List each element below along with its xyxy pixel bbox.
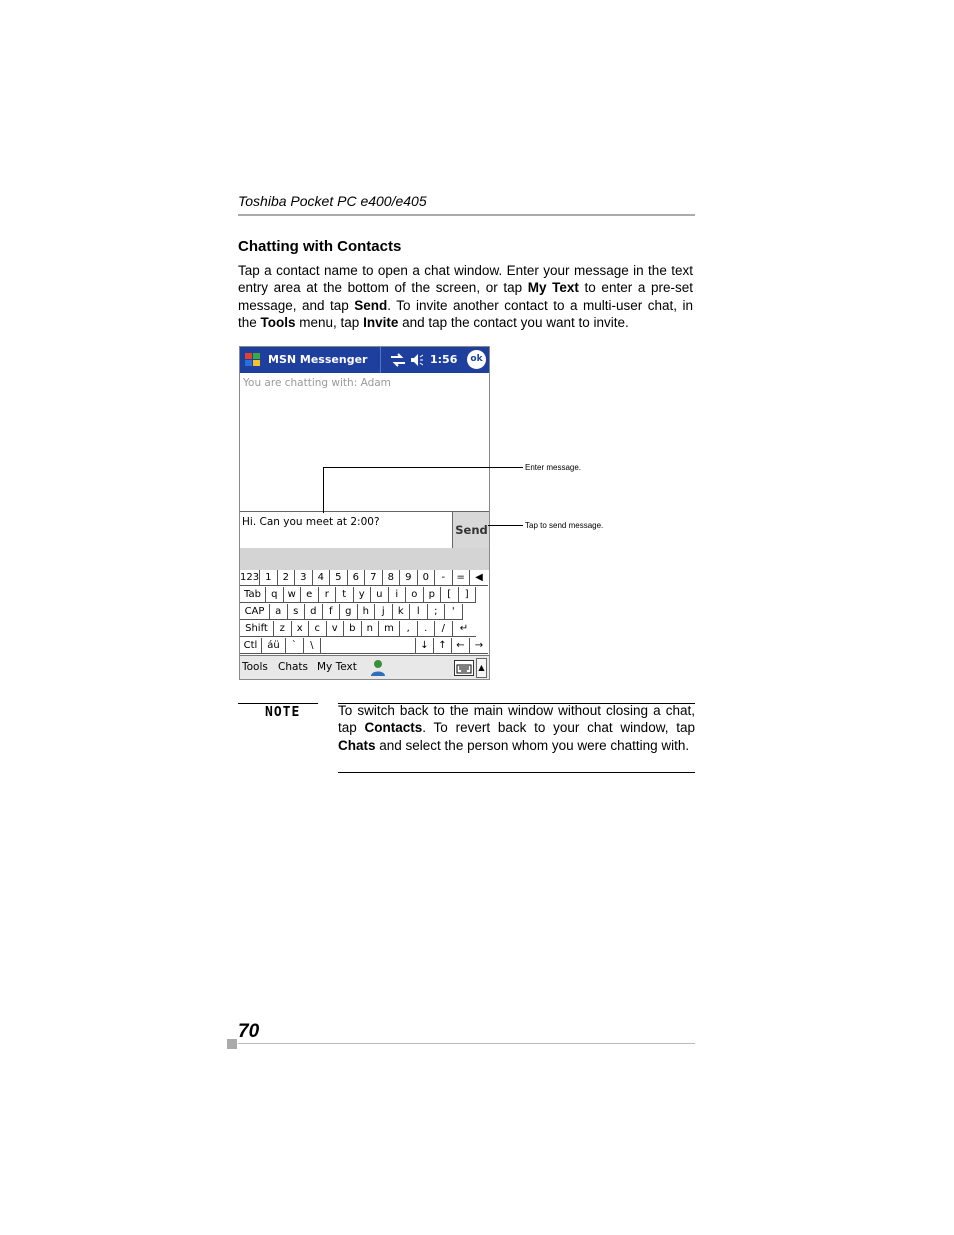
callout-send-message: Tap to send message. — [525, 521, 604, 530]
key[interactable]: s — [288, 604, 306, 620]
key[interactable]: g — [340, 604, 358, 620]
key[interactable]: ` — [286, 638, 304, 654]
key[interactable]: , — [400, 621, 418, 637]
key[interactable]: ↑ — [434, 638, 452, 654]
key[interactable]: a — [270, 604, 288, 620]
input-panel-icon[interactable] — [454, 660, 474, 676]
keyboard-row-1 — [240, 570, 488, 587]
key[interactable]: n — [362, 621, 380, 637]
page-number: 70 — [238, 1021, 260, 1042]
menu-my-text[interactable]: My Text — [317, 661, 357, 673]
key[interactable]: Tab — [240, 587, 266, 603]
chat-header: You are chatting with: Adam — [243, 377, 391, 389]
key[interactable]: b — [344, 621, 362, 637]
connectivity-icon[interactable] — [390, 353, 406, 367]
key[interactable]: 6 — [348, 570, 366, 586]
section-title: Chatting with Contacts — [238, 238, 402, 255]
status-band — [240, 548, 489, 570]
key[interactable]: 8 — [383, 570, 401, 586]
key[interactable]: l — [410, 604, 428, 620]
enter-key[interactable]: ↵ — [453, 621, 476, 637]
keyboard-row-3 — [240, 604, 463, 621]
footer-rule — [238, 1043, 695, 1044]
key[interactable]: q — [266, 587, 284, 603]
key[interactable]: 1 — [260, 570, 278, 586]
key[interactable]: y — [354, 587, 372, 603]
note-rule-bottom — [338, 772, 695, 773]
soft-keyboard[interactable] — [240, 570, 489, 655]
key[interactable]: f — [323, 604, 341, 620]
key[interactable]: x — [292, 621, 310, 637]
title-bar — [240, 347, 489, 373]
key[interactable]: e — [301, 587, 319, 603]
key[interactable]: 7 — [365, 570, 383, 586]
user-status-icon[interactable] — [370, 659, 386, 677]
message-input[interactable]: Hi. Can you meet at 2:00? — [242, 516, 380, 528]
message-entry-area[interactable] — [240, 511, 489, 549]
callout-line-enter — [323, 467, 523, 468]
key[interactable]: 2 — [278, 570, 296, 586]
clock[interactable]: 1:56 — [430, 353, 458, 366]
key[interactable]: 0 — [418, 570, 436, 586]
key[interactable]: i — [389, 587, 407, 603]
key[interactable]: j — [375, 604, 393, 620]
key[interactable]: → — [470, 638, 488, 654]
callout-enter-message: Enter message. — [525, 463, 582, 472]
backspace-key[interactable]: ◀ — [470, 570, 488, 586]
key[interactable]: m — [379, 621, 400, 637]
body-paragraph: Tap a contact name to open a chat window. Enter your message in the text entry area at the bottom of the screen, or tap My Text to enter a pre-set message, and tap Send. To invite another contact to a multi-user chat, in the Tools menu, tap Invite and tap the contact you want to invite. — [238, 263, 694, 330]
key[interactable]: ← — [452, 638, 470, 654]
key[interactable]: r — [319, 587, 337, 603]
key[interactable]: Shift — [240, 621, 274, 637]
key[interactable]: ] — [459, 587, 477, 603]
key[interactable]: = — [453, 570, 471, 586]
key[interactable]: h — [358, 604, 376, 620]
key[interactable]: o — [406, 587, 424, 603]
title-separator — [380, 347, 381, 373]
pocketpc-screenshot — [239, 346, 490, 680]
key[interactable]: d — [305, 604, 323, 620]
running-header: Toshiba Pocket PC e400/e405 — [238, 193, 427, 209]
key[interactable]: 4 — [313, 570, 331, 586]
key[interactable]: ' — [445, 604, 463, 620]
input-method-arrow-icon[interactable]: ▲ — [476, 658, 487, 678]
key[interactable]: c — [309, 621, 327, 637]
key[interactable]: 5 — [330, 570, 348, 586]
key[interactable]: p — [424, 587, 442, 603]
key[interactable]: [ — [441, 587, 459, 603]
spacebar-key[interactable] — [321, 638, 416, 654]
key[interactable]: ↓ — [416, 638, 434, 654]
note-rule-left — [238, 703, 318, 704]
note-text: To switch back to the main window without closing a chat, tap Contacts. To revert back to your chat window, tap Chats and select the person whom you were chatting with. — [338, 703, 695, 753]
keyboard-icon — [455, 662, 473, 676]
key[interactable]: 123 — [240, 570, 260, 586]
send-button[interactable]: Send — [452, 512, 490, 548]
key[interactable]: áü — [262, 638, 286, 654]
key[interactable]: 3 — [295, 570, 313, 586]
keyboard-row-5 — [240, 638, 488, 655]
key[interactable]: k — [393, 604, 411, 620]
keyboard-row-4 — [240, 621, 476, 638]
key[interactable]: \ — [304, 638, 322, 654]
menu-tools[interactable]: Tools — [242, 661, 268, 673]
key[interactable]: 9 — [400, 570, 418, 586]
callout-leader-enter — [323, 467, 324, 513]
footer-marker — [227, 1039, 237, 1049]
ok-button[interactable]: ok — [467, 350, 486, 369]
keyboard-row-2 — [240, 587, 476, 604]
menu-bar — [240, 655, 489, 680]
key[interactable]: - — [435, 570, 453, 586]
key[interactable]: CAP — [240, 604, 270, 620]
note-label: NOTE — [265, 705, 301, 720]
chat-history — [240, 373, 489, 511]
key[interactable]: z — [274, 621, 292, 637]
key[interactable]: / — [435, 621, 453, 637]
key[interactable]: Ctl — [240, 638, 262, 654]
key[interactable]: w — [284, 587, 302, 603]
menu-chats[interactable]: Chats — [278, 661, 309, 673]
key[interactable]: t — [336, 587, 354, 603]
callout-line-send — [488, 525, 523, 526]
key[interactable]: u — [371, 587, 389, 603]
key[interactable]: ; — [428, 604, 446, 620]
app-title: MSN Messenger — [268, 353, 368, 366]
header-rule — [238, 214, 695, 216]
key[interactable]: v — [327, 621, 345, 637]
windows-start-icon[interactable] — [242, 349, 264, 371]
key[interactable]: . — [418, 621, 436, 637]
volume-icon[interactable] — [410, 353, 424, 367]
